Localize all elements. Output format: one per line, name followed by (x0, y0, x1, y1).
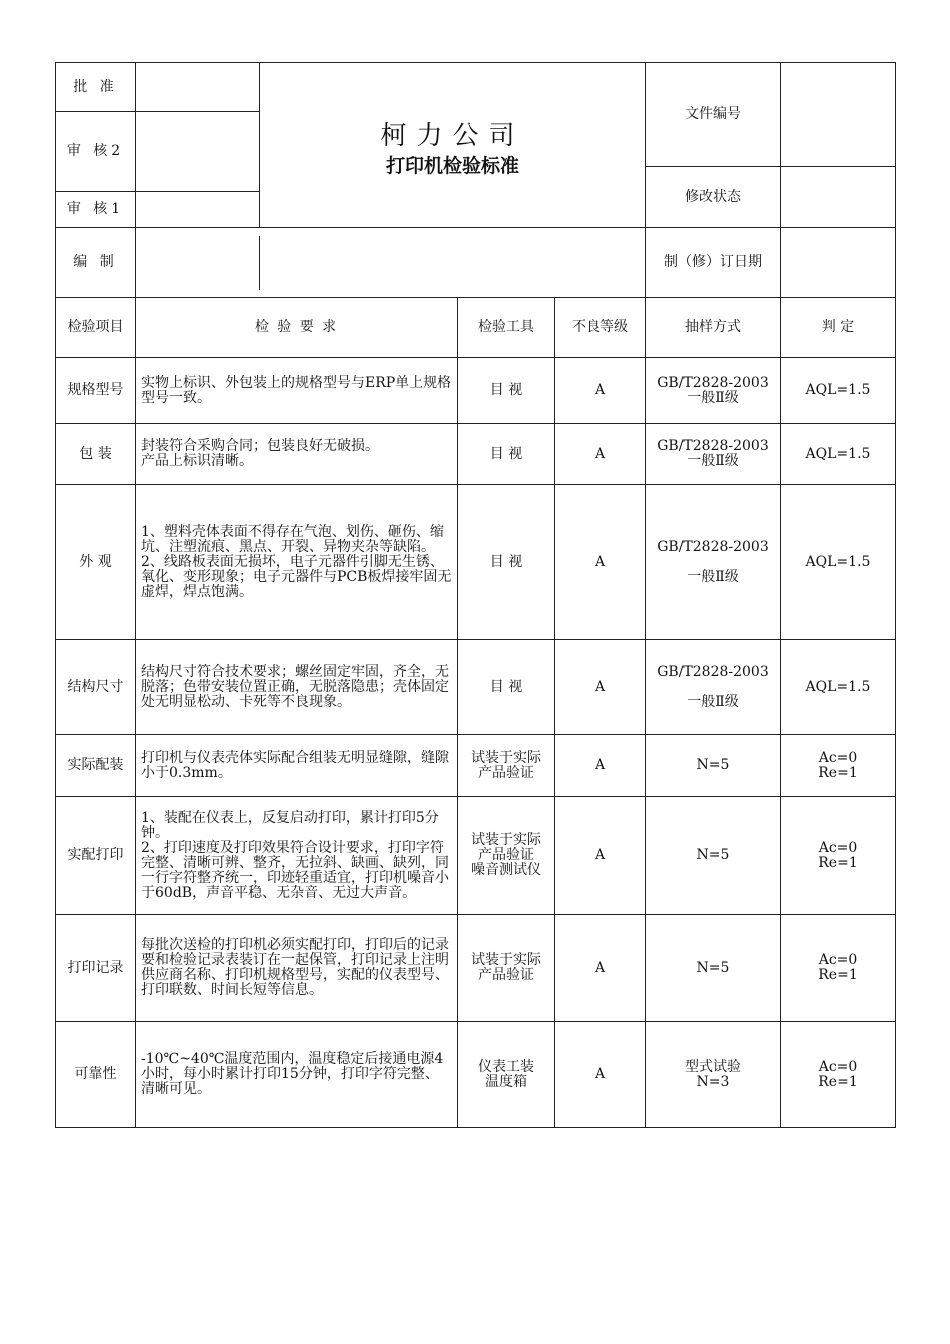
row-tool: 目 视 (458, 485, 555, 640)
date-value (781, 228, 896, 298)
row-judge: AQL=1.5 (781, 358, 896, 424)
table-row (56, 640, 896, 735)
document-title: 打印机检验标准 (385, 155, 519, 177)
row-tool: 目 视 (458, 640, 555, 735)
table-row (56, 485, 896, 640)
column-header-row (56, 298, 896, 358)
row-grade: A (555, 735, 646, 797)
row-judge: AQL=1.5 (781, 640, 896, 735)
review2-label: 审 核2 (56, 112, 136, 192)
row-judge: Ac=0 Re=1 (781, 735, 896, 797)
row-tool: 试装于实际 产品验证 噪音测试仪 (458, 797, 555, 915)
revision-label: 修改状态 (646, 167, 781, 228)
col-sampling: 抽样方式 (646, 298, 781, 358)
row-requirement: 每批次送检的打印机必须实配打印，打印后的记录要和检验记录表装订在一起保管，打印记录上注明供应商名称、打印机规格型号，实配的仪表型号、打印联数、时间长短等信息。 (136, 915, 458, 1022)
title-block (260, 63, 646, 228)
table-row (56, 358, 896, 424)
col-item: 检验项目 (56, 298, 136, 358)
row-item: 外 观 (56, 485, 136, 640)
row-tool: 目 视 (458, 358, 555, 424)
doc-no-value (781, 63, 896, 167)
row-sampling: GB/T2828-2003 一般Ⅱ级 (646, 358, 781, 424)
row-item: 打印记录 (56, 915, 136, 1022)
row-sampling: GB/T2828-2003 一般Ⅱ级 (646, 424, 781, 485)
row-judge: Ac=0 Re=1 (781, 1022, 896, 1128)
prepare-value (136, 236, 260, 290)
row-requirement: 1、塑料壳体表面不得存在气泡、划伤、砸伤、缩坑、注塑流痕、黑点、开裂、异物夹杂等缺陷。 2、线路板表面无损坏，电子元器件引脚无生锈、氧化、变形现象；电子元器件与PCB板焊接牢固无虚焊，焊点饱满。 (136, 485, 458, 640)
row-item: 包 装 (56, 424, 136, 485)
revision-value (781, 167, 896, 228)
row-item: 实配打印 (56, 797, 136, 915)
table-row (56, 1022, 896, 1128)
row-requirement: 结构尺寸符合技术要求；螺丝固定牢固，齐全，无脱落；色带安装位置正确，无脱落隐患；壳体固定处无明显松动、卡死等不良现象。 (136, 640, 458, 735)
date-label: 制（修）订日期 (646, 228, 781, 298)
table-row (56, 735, 896, 797)
row-grade: A (555, 640, 646, 735)
row-sampling: N=5 (646, 735, 781, 797)
doc-no-label: 文件编号 (646, 63, 781, 167)
row-item: 规格型号 (56, 358, 136, 424)
approve-label: 批 准 (56, 63, 136, 112)
row-grade: A (555, 485, 646, 640)
row-requirement: 封装符合采购合同；包装良好无破损。 产品上标识清晰。 (136, 424, 458, 485)
row-grade: A (555, 915, 646, 1022)
row-sampling: GB/T2828-2003 一般Ⅱ级 (646, 640, 781, 735)
row-grade: A (555, 1022, 646, 1128)
row-item: 结构尺寸 (56, 640, 136, 735)
row-tool: 试装于实际 产品验证 (458, 915, 555, 1022)
row-requirement: 1、装配在仪表上，反复启动打印，累计打印5分钟。 2、打印速度及打印效果符合设计要求，打印字符完整、清晰可辨、整齐，无拉斜、缺画、缺列，同一行字符整齐统一，印迹轻重适宜，打印机噪音小于60dB，声音平稳、无杂音、无过大声音。 (136, 797, 458, 915)
row-tool: 目 视 (458, 424, 555, 485)
row-requirement: -10℃~40℃温度范围内，温度稳定后接通电源4小时，每小时累计打印15分钟，打印字符完整、清晰可见。 (136, 1022, 458, 1128)
review2-value (136, 112, 260, 192)
table-row (56, 915, 896, 1022)
row-item: 可靠性 (56, 1022, 136, 1128)
prepare-label: 编 制 (56, 228, 136, 298)
row-sampling: GB/T2828-2003 一般Ⅱ级 (646, 485, 781, 640)
prepare-blank (260, 236, 645, 290)
row-grade: A (555, 424, 646, 485)
row-grade: A (555, 358, 646, 424)
row-judge: AQL=1.5 (781, 424, 896, 485)
row-tool: 仪表工装 温度箱 (458, 1022, 555, 1128)
approve-value (136, 63, 260, 112)
row-tool: 试装于实际 产品验证 (458, 735, 555, 797)
row-judge: Ac=0 Re=1 (781, 915, 896, 1022)
row-judge: Ac=0 Re=1 (781, 797, 896, 915)
inspection-standard-table (55, 62, 896, 1128)
col-grade: 不良等级 (555, 298, 646, 358)
row-sampling: 型式试验 N=3 (646, 1022, 781, 1128)
row-judge: AQL=1.5 (781, 485, 896, 640)
review1-label: 审 核1 (56, 192, 136, 228)
row-requirement: 打印机与仪表壳体实际配合组装无明显缝隙，缝隙小于0.3mm。 (136, 735, 458, 797)
col-judge: 判 定 (781, 298, 896, 358)
row-requirement: 实物上标识、外包装上的规格型号与ERP单上规格型号一致。 (136, 358, 458, 424)
review1-value (136, 192, 260, 228)
table-row (56, 797, 896, 915)
row-sampling: N=5 (646, 915, 781, 1022)
company-name: 柯力公司 (380, 121, 525, 151)
row-grade: A (555, 797, 646, 915)
prepare-value-area (136, 228, 646, 298)
col-tool: 检验工具 (458, 298, 555, 358)
row-sampling: N=5 (646, 797, 781, 915)
col-requirement: 检 验 要 求 (136, 298, 458, 358)
table-row (56, 424, 896, 485)
row-item: 实际配装 (56, 735, 136, 797)
